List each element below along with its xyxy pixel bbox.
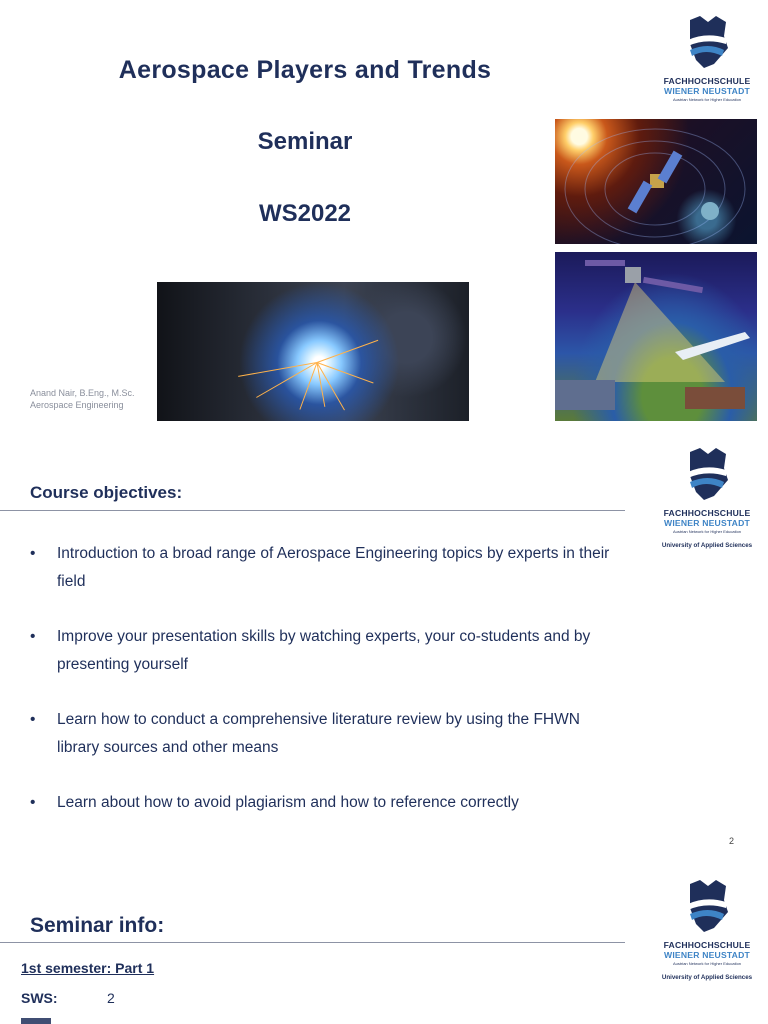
seminar-info-heading: Seminar info: [30,914,165,937]
objective-text: Introduction to a broad range of Aerospace Engineering topics by experts in their field [57,545,610,590]
earth-transport-photo [555,252,757,421]
fhwn-logo [659,446,755,549]
satellite-sun-photo [555,119,757,244]
cropped-text-fragment [21,1018,51,1024]
heading-divider [0,942,625,943]
bullet-icon: • [30,794,36,811]
welding-photo [157,282,469,421]
logo-line4: University of Applied Sciences [661,542,753,549]
fhwn-crest-icon [684,878,730,934]
logo-line2: WIENER NEUSTADT [664,86,750,96]
list-item [30,623,620,678]
objective-text: Learn about how to avoid plagiarism and how to reference correctly [57,794,519,811]
author-info [30,387,135,411]
fhwn-logo [659,14,755,102]
fhwn-crest-icon [684,446,730,502]
logo-line4: University of Applied Sciences [661,974,753,981]
sws-label: SWS: [21,990,58,1006]
heading-divider [0,510,625,511]
logo-line2: WIENER NEUSTADT [664,518,750,528]
semester-label: 1st semester: Part 1 [21,960,155,976]
page-number: 2 [729,836,735,846]
logo-line3: Austrian Network for Higher Education [672,97,742,102]
objective-text: Improve your presentation skills by watching experts, your co-students and by presenting yourself [57,628,591,673]
transport-collage-icon [555,252,757,421]
author-name: Anand Nair, B.Eng., M.Sc. [30,388,135,398]
fhwn-crest-icon [684,14,730,70]
list-item [30,706,620,761]
objective-text: Learn how to conduct a comprehensive literature review by using the FHWN library sources and other means [57,711,580,756]
logo-line1: FACHHOCHSCHULE [663,76,751,86]
bullet-icon: • [30,545,36,562]
fhwn-logo [659,878,755,981]
logo-line1: FACHHOCHSCHULE [663,940,751,950]
objectives-list [30,540,620,845]
logo-line3: Austrian Network for Higher Education [672,529,742,534]
sws-value: 2 [107,990,115,1006]
logo-line2: WIENER NEUSTADT [664,950,750,960]
bullet-icon: • [30,628,36,645]
logo-line3: Austrian Network for Higher Education [672,961,742,966]
satellite-icon [555,119,757,244]
course-objectives-heading: Course objectives: [30,483,183,502]
list-item [30,789,620,817]
logo-line1: FACHHOCHSCHULE [663,508,751,518]
list-item [30,540,620,595]
author-department: Aerospace Engineering [30,400,124,410]
slide-term: WS2022 [258,200,352,227]
slide-subtitle: Seminar [257,128,353,155]
slide-title: Aerospace Players and Trends [118,56,492,84]
bullet-icon: • [30,711,36,728]
